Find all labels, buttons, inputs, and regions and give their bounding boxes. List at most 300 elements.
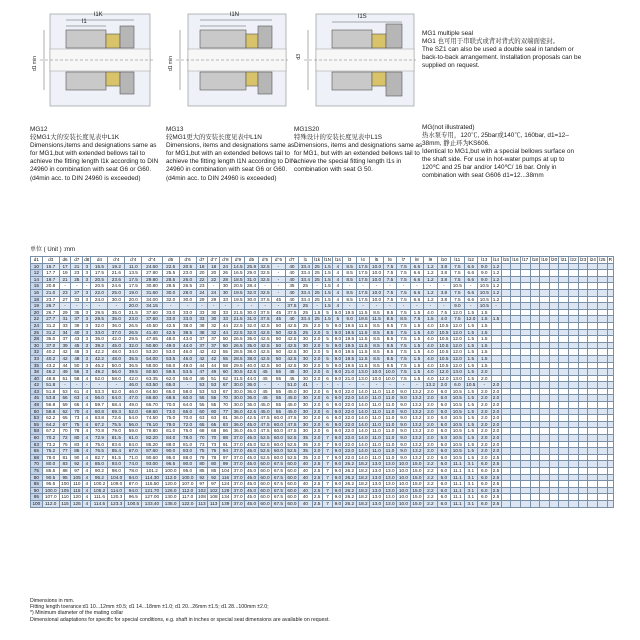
table-cell [588, 415, 598, 422]
column-header: l10 [437, 257, 450, 264]
table-cell: 1.5 [410, 349, 423, 356]
table-cell [598, 421, 608, 428]
table-cell: 11.0 [383, 454, 396, 461]
table-cell: - [464, 283, 477, 290]
table-cell [540, 481, 550, 488]
table-cell: 2.0 [478, 415, 491, 422]
table-cell: 70.0 [179, 415, 196, 422]
table-row [31, 283, 614, 290]
table-cell: 5 [322, 355, 333, 362]
table-cell: 52.5 [285, 448, 298, 455]
table-cell: 10.5 [437, 329, 450, 336]
table-cell: 6.0 [437, 408, 450, 415]
table-cell: 4.0 [424, 362, 437, 369]
table-cell: 26.0 [179, 276, 196, 283]
table-cell [520, 402, 530, 409]
table-cell: 42.5 [245, 369, 258, 376]
table-cell [588, 408, 598, 415]
table-cell: 9.0 [334, 500, 342, 506]
table-cell: 9.0 [334, 461, 342, 467]
table-cell: 35 [299, 454, 312, 461]
table-cell: 110 [59, 494, 71, 501]
table-cell [540, 421, 550, 428]
table-cell: 6 [322, 375, 333, 382]
table-cell: 20.8 [42, 283, 59, 290]
table-cell: 37.0 [231, 468, 244, 475]
table-cell [511, 336, 521, 343]
table-cell: - [370, 303, 383, 310]
table-cell: 80 [208, 461, 220, 468]
table-cell: 13.0 [383, 500, 396, 507]
table-cell: 13.0 [383, 481, 396, 488]
table-cell: 1.5 [424, 316, 437, 323]
table-row [31, 276, 614, 283]
table-cell [491, 355, 501, 362]
table-cell: 3 [83, 336, 91, 343]
table-cell: 12.0 [437, 369, 450, 376]
table-cell: 82.7 [91, 454, 108, 461]
table-cell: 76.5 [91, 448, 108, 455]
table-cell: 40 [71, 329, 83, 336]
column-header: R [608, 257, 613, 262]
table-cell: 21 [59, 276, 71, 283]
table-cell: 35 [31, 362, 43, 369]
table-cell: 42 [208, 355, 220, 362]
table-cell [569, 362, 579, 369]
table-cell: - [370, 283, 383, 290]
table-cell: - [272, 270, 285, 277]
table-cell: 23.0 [125, 316, 142, 323]
table-cell: 9.0 [334, 428, 342, 434]
table-cell: 36.5 [125, 362, 142, 369]
table-cell: 60 [220, 369, 232, 376]
table-cell [569, 435, 579, 442]
table-cell: 3.1 [464, 468, 477, 475]
table-cell: 3.8 [437, 289, 450, 296]
table-cell: 40 [285, 263, 298, 270]
column-header: d1 [31, 257, 43, 264]
table-cell: 88 [220, 435, 232, 442]
table-cell [520, 263, 530, 270]
table-cell [588, 375, 598, 382]
table-cell: 11.5 [356, 309, 369, 316]
table-cell: 66.60 [142, 395, 162, 402]
table-cell: - [383, 382, 396, 389]
table-cell: 92 [208, 474, 220, 481]
table-cell: 48 [71, 355, 83, 362]
table-cell [588, 355, 598, 362]
table-cell: 2.0 [492, 428, 500, 434]
table-cell [607, 454, 613, 461]
table-cell: 134 [221, 494, 230, 500]
table-cell: 33.4 [299, 316, 312, 323]
column-header: l25 [599, 257, 606, 262]
table-cell: 4 [333, 270, 343, 277]
table-row [31, 494, 614, 501]
table-cell: 19.5 [343, 329, 356, 336]
table-cell: 6.0 [437, 388, 450, 395]
table-cell: 13.0 [370, 487, 383, 494]
table-cell: 43.2 [42, 362, 59, 369]
table-cell: 58.8 [42, 408, 59, 415]
table-cell: 37.0 [231, 448, 244, 455]
table-cell: 50 [272, 355, 285, 362]
caption-mg12 [30, 126, 165, 183]
table-cell: 26.2 [343, 494, 356, 501]
table-cell: 2.5 [313, 494, 321, 500]
table-cell [501, 441, 511, 448]
table-cell [530, 448, 540, 455]
table-cell: 7.5 [397, 270, 410, 277]
table-cell [520, 296, 530, 303]
table-cell: 78.0 [162, 421, 179, 428]
table-cell: 80 [71, 435, 83, 442]
table-cell [598, 388, 608, 395]
table-cell: 48 [71, 349, 83, 356]
table-cell: 37.0 [231, 481, 244, 488]
table-cell: 2.0 [313, 375, 321, 381]
table-cell [569, 336, 579, 343]
table-cell: 10.0 [370, 263, 383, 270]
table-cell [578, 276, 588, 283]
table-cell: 7.5 [383, 296, 396, 303]
table-cell: 60.0 [285, 461, 298, 468]
table-cell [501, 369, 511, 376]
table-cell: 33.4 [299, 270, 312, 277]
table-cell: 1.5 [322, 263, 333, 270]
table-cell [559, 270, 569, 277]
table-cell: 1.5 [478, 349, 491, 356]
table-cell: 53.20 [142, 349, 162, 356]
table-cell: 75.5 [108, 421, 125, 428]
column-header: d’4 [108, 257, 125, 264]
table-cell [530, 435, 540, 442]
table-cell: 56 [71, 369, 83, 376]
table-cell: 4 [83, 461, 91, 468]
table-cell: 96.5 [162, 461, 179, 468]
table-cell: 42 [196, 349, 208, 356]
table-cell: 12.0 [451, 355, 464, 362]
table-cell: - [179, 303, 196, 310]
table-cell: 42.5 [258, 342, 271, 349]
table-cell [559, 395, 569, 402]
table-cell: 14.0 [356, 435, 369, 442]
table-cell: 22.0 [343, 395, 356, 402]
table-cell [559, 329, 569, 336]
table-cell: 1.5 [464, 441, 477, 448]
table-cell: 1.5 [410, 322, 423, 329]
table-cell: 67.2 [91, 421, 108, 428]
table-cell: 6 [322, 402, 333, 409]
table-row [31, 468, 614, 475]
table-cell [598, 349, 608, 356]
table-cell: 6.0 [437, 428, 450, 435]
table-cell: 120 [72, 494, 81, 500]
table-cell: 75 [71, 421, 83, 428]
table-cell: 20.0 [125, 296, 142, 303]
table-cell: 13.2 [410, 402, 423, 409]
table-cell: 36.0 [231, 408, 244, 415]
table-cell [588, 428, 598, 435]
table-cell: 60 [208, 408, 220, 415]
table-row [31, 369, 614, 376]
table-cell: 1.5 [464, 408, 477, 415]
table-cell: 2.0 [478, 435, 491, 442]
table-cell: 11.0 [370, 428, 383, 435]
table-cell: 2.0 [478, 388, 491, 395]
table-cell: 91.5 [108, 454, 125, 461]
table-cell: 97 [196, 481, 208, 488]
table-cell: 9.0 [334, 355, 342, 361]
table-cell: 78.0 [125, 468, 142, 475]
table-cell [559, 448, 569, 455]
table-cell: 20.5 [91, 276, 108, 283]
table-cell [578, 382, 588, 389]
table-cell [578, 454, 588, 461]
table-cell: 47.5 [285, 428, 298, 435]
table-cell: 2.0 [424, 402, 437, 409]
table-cell [520, 336, 530, 343]
table-cell: 78 [208, 454, 220, 461]
table-cell: 6.6 [410, 263, 423, 270]
table-cell: 15.0 [410, 474, 423, 481]
table-cell: 3 [83, 342, 91, 349]
column-header: l11 [451, 257, 464, 264]
table-cell: 8.5 [370, 322, 383, 329]
table-cell: 22 [31, 316, 43, 323]
table-cell [501, 481, 511, 488]
table-cell: 21.6 [108, 270, 125, 277]
table-cell: 17.5 [356, 296, 369, 303]
column-header: d’5 [258, 257, 271, 264]
table-cell [549, 342, 559, 349]
table-cell: 11.1 [451, 481, 464, 488]
table-cell [569, 296, 579, 303]
table-cell: 7.5 [397, 329, 410, 336]
table-cell: 13.0 [383, 494, 396, 501]
table-cell: 10.0 [383, 375, 396, 382]
table-cell [501, 283, 511, 290]
table-cell [511, 369, 521, 376]
table-cell: 6.0 [451, 382, 464, 389]
table-cell [588, 421, 598, 428]
table-cell [520, 454, 530, 461]
table-cell [501, 309, 511, 316]
table-cell [607, 336, 613, 343]
table-cell: 73.2 [42, 441, 59, 448]
table-cell: 2.0 [478, 369, 491, 376]
table-cell: 22.0 [343, 408, 356, 415]
table-cell: 67 [220, 382, 232, 389]
table-cell: 2.0 [492, 388, 500, 394]
table-cell: 22.0 [343, 421, 356, 428]
table-cell: 9.0 [334, 494, 342, 500]
table-cell: 31.2 [42, 322, 59, 329]
table-cell [530, 270, 540, 277]
table-cell: 70.8 [91, 428, 108, 435]
table-cell: 45.0 [108, 342, 125, 349]
table-cell [578, 487, 588, 494]
table-cell: 25 [31, 329, 43, 336]
table-cell: 3 [83, 349, 91, 356]
table-cell: 4.0 [424, 375, 437, 382]
table-row [31, 296, 614, 303]
table-cell [578, 435, 588, 442]
table-cell [511, 322, 521, 329]
table-cell: 31.0 [245, 316, 258, 323]
table-cell: - [343, 283, 356, 290]
table-cell [540, 296, 550, 303]
table-cell: 6.0 [478, 468, 491, 475]
column-header: l5 [370, 257, 383, 264]
table-cell [511, 448, 521, 455]
table-cell: 135.0 [162, 500, 179, 507]
table-cell: 2.0 [313, 421, 321, 427]
table-cell: 13.2 [410, 448, 423, 455]
table-cell: 1.5 [464, 309, 477, 316]
table-cell: 2.0 [492, 435, 500, 441]
column-header: d’6 [179, 257, 196, 264]
table-cell [559, 283, 569, 290]
table-cell: 81.0 [162, 428, 179, 435]
table-cell: 72 [59, 435, 71, 442]
table-cell: 2.0 [313, 435, 321, 441]
table-cell: 15.0 [410, 494, 423, 501]
table-cell [598, 500, 608, 507]
table-cell [569, 375, 579, 382]
table-cell: 18.2 [356, 487, 369, 494]
table-cell [578, 289, 588, 296]
table-cell: 50 [31, 408, 43, 415]
table-cell: 14.0 [356, 441, 369, 448]
table-cell [501, 289, 511, 296]
table-cell: 108 [209, 494, 218, 500]
table-cell: 11.5 [356, 322, 369, 329]
table-cell: 9.0 [334, 435, 342, 441]
table-cell: 25 [312, 276, 322, 283]
table-row [31, 421, 614, 428]
table-cell: 38.0 [245, 349, 258, 356]
table-cell: 2.0 [313, 428, 321, 434]
table-cell: 11.5 [356, 355, 369, 362]
table-cell: 9.0 [334, 309, 342, 315]
table-cell: 6.6 [410, 270, 423, 277]
table-cell: 33 [31, 355, 43, 362]
table-cell: 38 [31, 369, 43, 376]
table-cell [607, 474, 613, 481]
table-cell: 40 [285, 296, 298, 303]
table-cell: 90 [31, 487, 43, 494]
table-cell: 56.0 [162, 362, 179, 369]
table-cell [559, 309, 569, 316]
table-cell: 48.0 [108, 355, 125, 362]
table-cell: 26.5 [179, 283, 196, 290]
table-cell: 7 [322, 441, 333, 448]
table-cell: 35.5 [125, 355, 142, 362]
table-cell: 48.8 [42, 375, 59, 382]
table-cell: 10.0 [370, 369, 383, 376]
table-cell: 3.8 [437, 270, 450, 277]
table-row [31, 408, 614, 415]
table-cell: 21 [71, 263, 83, 270]
table-cell [588, 468, 598, 475]
table-cell: 3 [83, 329, 91, 336]
table-cell: 14 [31, 276, 43, 283]
table-cell: 42.0 [108, 336, 125, 343]
table-cell: 85.20 [142, 441, 162, 448]
table-cell: 9.0 [397, 441, 410, 448]
table-cell [549, 336, 559, 343]
table-cell [559, 349, 569, 356]
table-cell [501, 336, 511, 343]
table-cell: 1.5 [464, 454, 477, 461]
table-cell: 67.5 [272, 500, 285, 507]
table-cell: 47.5 [285, 415, 298, 422]
table-cell: 30 [299, 355, 312, 362]
column-header: l14 [492, 257, 500, 262]
column-header: l24 [589, 257, 596, 262]
table-cell [549, 388, 559, 395]
table-cell: 26.5 [125, 329, 142, 336]
table-cell: 45.0 [245, 421, 258, 428]
table-cell [540, 454, 550, 461]
table-cell: 35 [299, 435, 312, 442]
column-header: d’9 [231, 257, 244, 264]
table-cell: 22.0 [343, 388, 356, 395]
table-cell: - [343, 303, 356, 310]
table-cell [549, 382, 559, 389]
table-cell: 72.6 [108, 415, 125, 422]
table-cell: 62.2 [42, 415, 59, 422]
table-cell: 31.5 [231, 375, 244, 382]
table-cell: 1.5 [492, 316, 500, 322]
table-cell: 44 [208, 362, 220, 369]
table-cell: 80.0 [42, 461, 59, 468]
table-cell: 25 [312, 316, 322, 323]
table-cell: 88.0 [179, 454, 196, 461]
table-cell: 10.0 [397, 461, 410, 468]
table-cell [569, 316, 579, 323]
table-cell: 37 [208, 336, 220, 343]
table-cell: 42.5 [285, 336, 298, 343]
table-cell: 44 [220, 329, 232, 336]
table-cell: 2.0 [492, 441, 500, 447]
table-cell: 10.0 [370, 289, 383, 296]
table-cell [588, 395, 598, 402]
table-cell [540, 362, 550, 369]
table-cell: 13.0 [370, 474, 383, 481]
table-cell: 19.5 [356, 316, 369, 323]
table-cell [559, 487, 569, 494]
table-cell: 13.2 [410, 388, 423, 395]
table-cell: - [258, 283, 271, 290]
table-cell: 59.5 [162, 369, 179, 376]
table-cell: 7 [322, 454, 333, 461]
table-cell: 45.0 [245, 494, 258, 501]
table-cell: 30.0 [245, 296, 258, 303]
table-cell: 15 [31, 283, 43, 290]
table-cell: 48.0 [108, 349, 125, 356]
table-cell [598, 336, 608, 343]
table-cell: 11.1 [451, 500, 464, 507]
table-cell: 3 [83, 316, 91, 323]
table-cell: 2.0 [424, 428, 437, 435]
table-cell: 78.0 [179, 435, 196, 442]
table-cell: 2.5 [313, 468, 321, 473]
table-cell [501, 461, 511, 468]
table-cell: 5 [322, 322, 333, 329]
table-cell: 11.0 [383, 448, 396, 455]
